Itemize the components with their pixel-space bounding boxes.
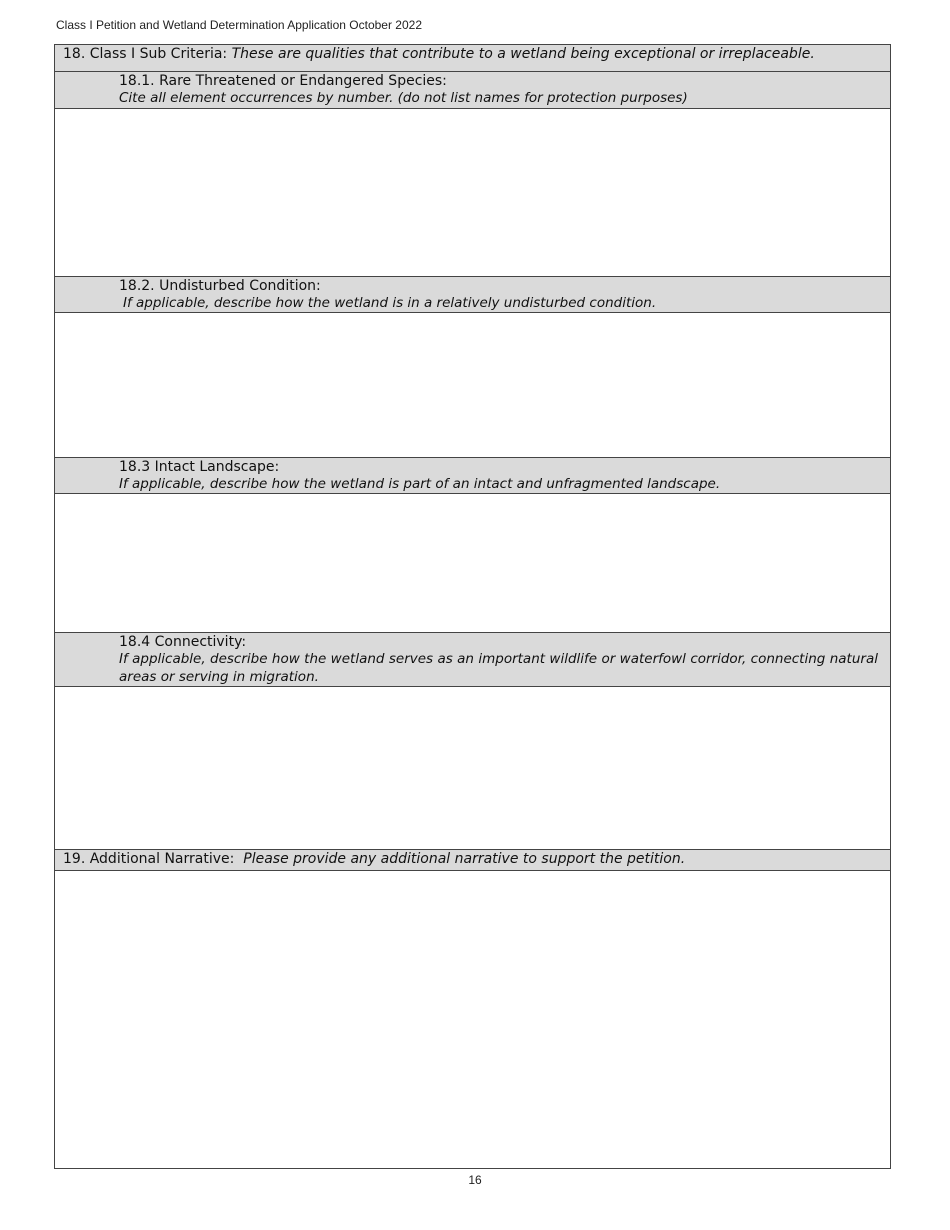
subsection-18-3-response-field[interactable] <box>55 493 890 632</box>
section-18-description: These are qualities that contribute to a wetland being exceptional or irreplaceable. <box>231 46 815 62</box>
section-19-response-field[interactable] <box>55 870 890 1168</box>
subsection-18-2-response-field[interactable] <box>55 312 890 457</box>
section-18-header <box>55 45 890 71</box>
section-19-header <box>55 849 890 870</box>
subsection-18-1-response-field[interactable] <box>55 108 890 276</box>
section-18-heading <box>63 45 815 63</box>
subsection-18-4-response-field[interactable] <box>55 686 890 849</box>
subsection-18-4-header <box>55 632 890 686</box>
section-19-description: Please provide any additional narrative to support the petition. <box>243 851 686 867</box>
subsection-18-2-description: If applicable, describe how the wetland is in a relatively undisturbed condition. <box>123 295 657 311</box>
subsection-18-1-header <box>55 71 890 108</box>
page-number: 16 <box>468 1173 482 1187</box>
subsection-18-1-description: Cite all element occurrences by number. (do not list names for protection purposes) <box>119 90 688 106</box>
section-18-label: 18. Class I Sub Criteria: <box>63 46 228 62</box>
document-header: Class I Petition and Wetland Determination Application October 2022 <box>56 18 422 32</box>
form-table <box>54 44 891 1169</box>
section-19-label: 19. Additional Narrative: <box>63 851 235 867</box>
subsection-18-4-description: If applicable, describe how the wetland serves as an important wildlife or waterfowl corridor, connecting natural areas or serving in migration. <box>119 651 878 685</box>
subsection-18-4-title: 18.4 Connectivity: <box>119 634 247 650</box>
subsection-18-3-description: If applicable, describe how the wetland is part of an intact and unfragmented landscape. <box>119 476 721 492</box>
subsection-18-1-title: 18.1. Rare Threatened or Endangered Species: <box>119 73 447 89</box>
subsection-18-2-header <box>55 276 890 312</box>
section-19-heading <box>63 850 685 868</box>
subsection-18-3-title: 18.3 Intact Landscape: <box>119 459 280 475</box>
subsection-18-3-header <box>55 457 890 493</box>
subsection-18-2-title: 18.2. Undisturbed Condition: <box>119 278 321 294</box>
